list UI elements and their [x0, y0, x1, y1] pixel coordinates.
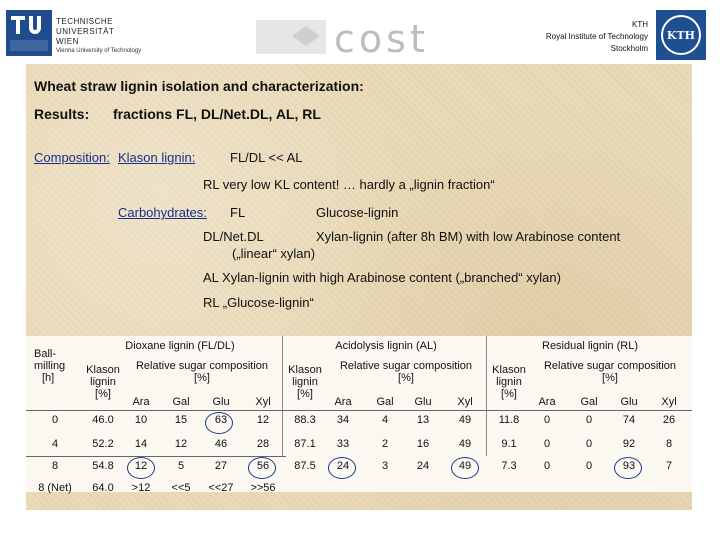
kth-line-2: Royal Institute of Technology: [545, 32, 648, 41]
rel-sugar-title: Relative sugar composition: [339, 360, 473, 372]
klason-header-rl: [486, 364, 532, 400]
tu-wien-logo: [6, 10, 52, 56]
table-cell: <<27: [208, 482, 234, 494]
tu-line-3: WIEN: [56, 37, 79, 46]
carb-fl-label: FL: [230, 205, 246, 220]
table-cell: 15: [174, 414, 188, 426]
row-ballmilling-cell: 8 (Net): [38, 482, 72, 494]
table-cell: 9.1: [501, 438, 517, 450]
sugar-header-gal: Gal: [376, 396, 394, 408]
table-cell: 24: [416, 460, 430, 472]
table-cell: 24: [336, 460, 350, 472]
klason-header-line-1: Klason: [288, 364, 322, 376]
kth-logo: [656, 10, 706, 60]
table-cell: 34: [336, 414, 350, 426]
table-bottom-rule: [26, 456, 286, 457]
row-ballmilling-cell: 8: [51, 460, 59, 472]
sugar-header-glu: Glu: [212, 396, 230, 408]
table-cell: 8: [665, 438, 673, 450]
klason-header-line-3: [%]: [297, 388, 313, 400]
table-cell: 12: [134, 460, 148, 472]
carb-dl-text-2: („linear“ xylan): [232, 246, 316, 261]
klason-header-al: [282, 364, 328, 400]
highlight-circle: [614, 457, 642, 479]
table-cell: 2: [381, 438, 389, 450]
sugar-header-ara: Ara: [132, 396, 150, 408]
klason-lignin-label: Klason lignin:: [118, 150, 196, 165]
composition-label: [34, 150, 110, 165]
sugar-header-gal: Gal: [580, 396, 598, 408]
sugar-header-ara: Ara: [538, 396, 556, 408]
klason-header-line-2: lignin: [496, 376, 522, 388]
klason-line-2: RL very low KL content! … hardly a „lignin fraction“: [203, 177, 495, 192]
carb-dl-label: DL/Net.DL: [203, 229, 264, 244]
table-cell: 52.2: [92, 438, 114, 450]
kth-name: [546, 19, 648, 55]
klason-header-line-2: lignin: [292, 376, 318, 388]
carb-al-text: AL Xylan-lignin with high Arabinose content („branched“ xylan): [203, 270, 561, 285]
carb-rl-text: RL „Glucose-lignin“: [203, 295, 314, 310]
table-cell: 0: [543, 438, 551, 450]
sugar-header-xyl: Xyl: [661, 396, 677, 408]
klason-header-dl: [80, 364, 126, 400]
table-cell: 14: [134, 438, 148, 450]
table-cell: 49: [458, 460, 472, 472]
table-cell: >12: [131, 482, 151, 494]
rel-sugar-header-rl: [534, 360, 686, 384]
table-cell: 7.3: [501, 460, 517, 472]
klason-header-line-3: [%]: [501, 388, 517, 400]
table-cell: 10: [134, 414, 148, 426]
klason-header-line-1: Klason: [86, 364, 120, 376]
table-cell: 92: [622, 438, 636, 450]
rel-sugar-header-dl: [126, 360, 278, 384]
bm-header-line-1: Ball-: [34, 348, 57, 360]
row-ballmilling-cell: 4: [51, 438, 59, 450]
carb-dl-text: Xylan-lignin (after 8h BM) with low Arabinose content: [316, 229, 621, 244]
highlight-circle: [127, 457, 155, 479]
table-cell: 5: [177, 460, 185, 472]
table-cell: 12: [174, 438, 188, 450]
table-cell: 49: [458, 438, 472, 450]
table-cell: 27: [214, 460, 228, 472]
table-header-rule: [26, 410, 692, 411]
bm-header-line-2: milling: [34, 360, 66, 372]
row-ballmilling-cell: 0: [51, 414, 59, 426]
tu-line-2: UNIVERSITÄT: [56, 27, 115, 36]
table-cell: 56: [256, 460, 270, 472]
klason-header-line-1: Klason: [492, 364, 526, 376]
table-cell: 4: [381, 414, 389, 426]
table-cell: 46: [214, 438, 228, 450]
tu-wien-name: [56, 17, 114, 47]
sugar-header-glu: Glu: [620, 396, 638, 408]
kth-line-3: Stockholm: [610, 44, 648, 53]
table-cell: 28: [256, 438, 270, 450]
table-cell: <<5: [171, 482, 191, 494]
cost-logo-text: cost: [334, 18, 429, 60]
sugar-header-gal: Gal: [172, 396, 190, 408]
group-title-al: Acidolysis lignin (AL): [335, 340, 437, 352]
carbohydrates-label: Carbohydrates:: [118, 205, 207, 220]
table-cell: 88.3: [294, 414, 316, 426]
group-title-dl: Dioxane lignin (FL/DL): [125, 340, 235, 352]
highlight-circle: [248, 457, 276, 479]
table-cell: 3: [381, 460, 389, 472]
highlight-circle: [451, 457, 479, 479]
table-cell: 49: [458, 414, 472, 426]
table-cell: 93: [622, 460, 636, 472]
table-cell: 0: [585, 414, 593, 426]
highlight-circle: [328, 457, 356, 479]
bm-header: [34, 348, 74, 384]
table-cell: 63: [214, 414, 228, 426]
table-cell: 12: [256, 414, 270, 426]
rel-sugar-title: Relative sugar composition: [135, 360, 269, 372]
sugar-header-ara: Ara: [334, 396, 352, 408]
rel-sugar-title: Relative sugar composition: [543, 360, 677, 372]
rel-sugar-unit: [%]: [602, 372, 618, 384]
rel-sugar-header-al: [330, 360, 482, 384]
sugar-header-xyl: Xyl: [255, 396, 271, 408]
rel-sugar-unit: [%]: [398, 372, 414, 384]
table-cell: 0: [585, 460, 593, 472]
table-cell: 87.1: [294, 438, 316, 450]
header: [0, 0, 720, 64]
table-cell: 74: [622, 414, 636, 426]
cost-logo: [256, 18, 466, 60]
rel-sugar-unit: [%]: [194, 372, 210, 384]
klason-header-line-2: lignin: [90, 376, 116, 388]
bm-header-line-3: [h]: [42, 372, 55, 384]
results-text: fractions FL, DL/Net.DL, AL, RL: [113, 106, 321, 122]
table-cell: 0: [543, 460, 551, 472]
tu-line-1: TECHNISCHE: [56, 17, 114, 26]
slide-title: Wheat straw lignin isolation and characterization:: [34, 78, 364, 94]
highlight-circle: [205, 412, 233, 434]
table-cell: 87.5: [294, 460, 316, 472]
tu-subtitle: Vienna University of Technology: [56, 48, 142, 54]
table-cell: 0: [585, 438, 593, 450]
kth-line-1: KTH: [632, 20, 648, 29]
table-cell: 11.8: [498, 414, 520, 426]
table-cell: >>56: [250, 482, 276, 494]
composition-link: Composition:: [34, 150, 110, 165]
group-title-rl: Residual lignin (RL): [542, 340, 638, 352]
table-cell: 64.0: [92, 482, 114, 494]
table-cell: 33: [336, 438, 350, 450]
kth-logo-text: KTH: [666, 29, 696, 42]
table-cell: 13: [416, 414, 430, 426]
table-cell: 7: [665, 460, 673, 472]
results-label: Results:: [34, 106, 90, 122]
sugar-header-xyl: Xyl: [457, 396, 473, 408]
table-cell: 16: [416, 438, 430, 450]
carb-fl-text: Glucose-lignin: [316, 205, 399, 220]
sugar-header-glu: Glu: [414, 396, 432, 408]
table-cell: 26: [662, 414, 676, 426]
klason-header-line-3: [%]: [95, 388, 111, 400]
table-cell: 54.8: [92, 460, 114, 472]
table-cell: 46.0: [92, 414, 114, 426]
table-cell: 0: [543, 414, 551, 426]
klason-line-1: FL/DL << AL: [230, 150, 303, 165]
